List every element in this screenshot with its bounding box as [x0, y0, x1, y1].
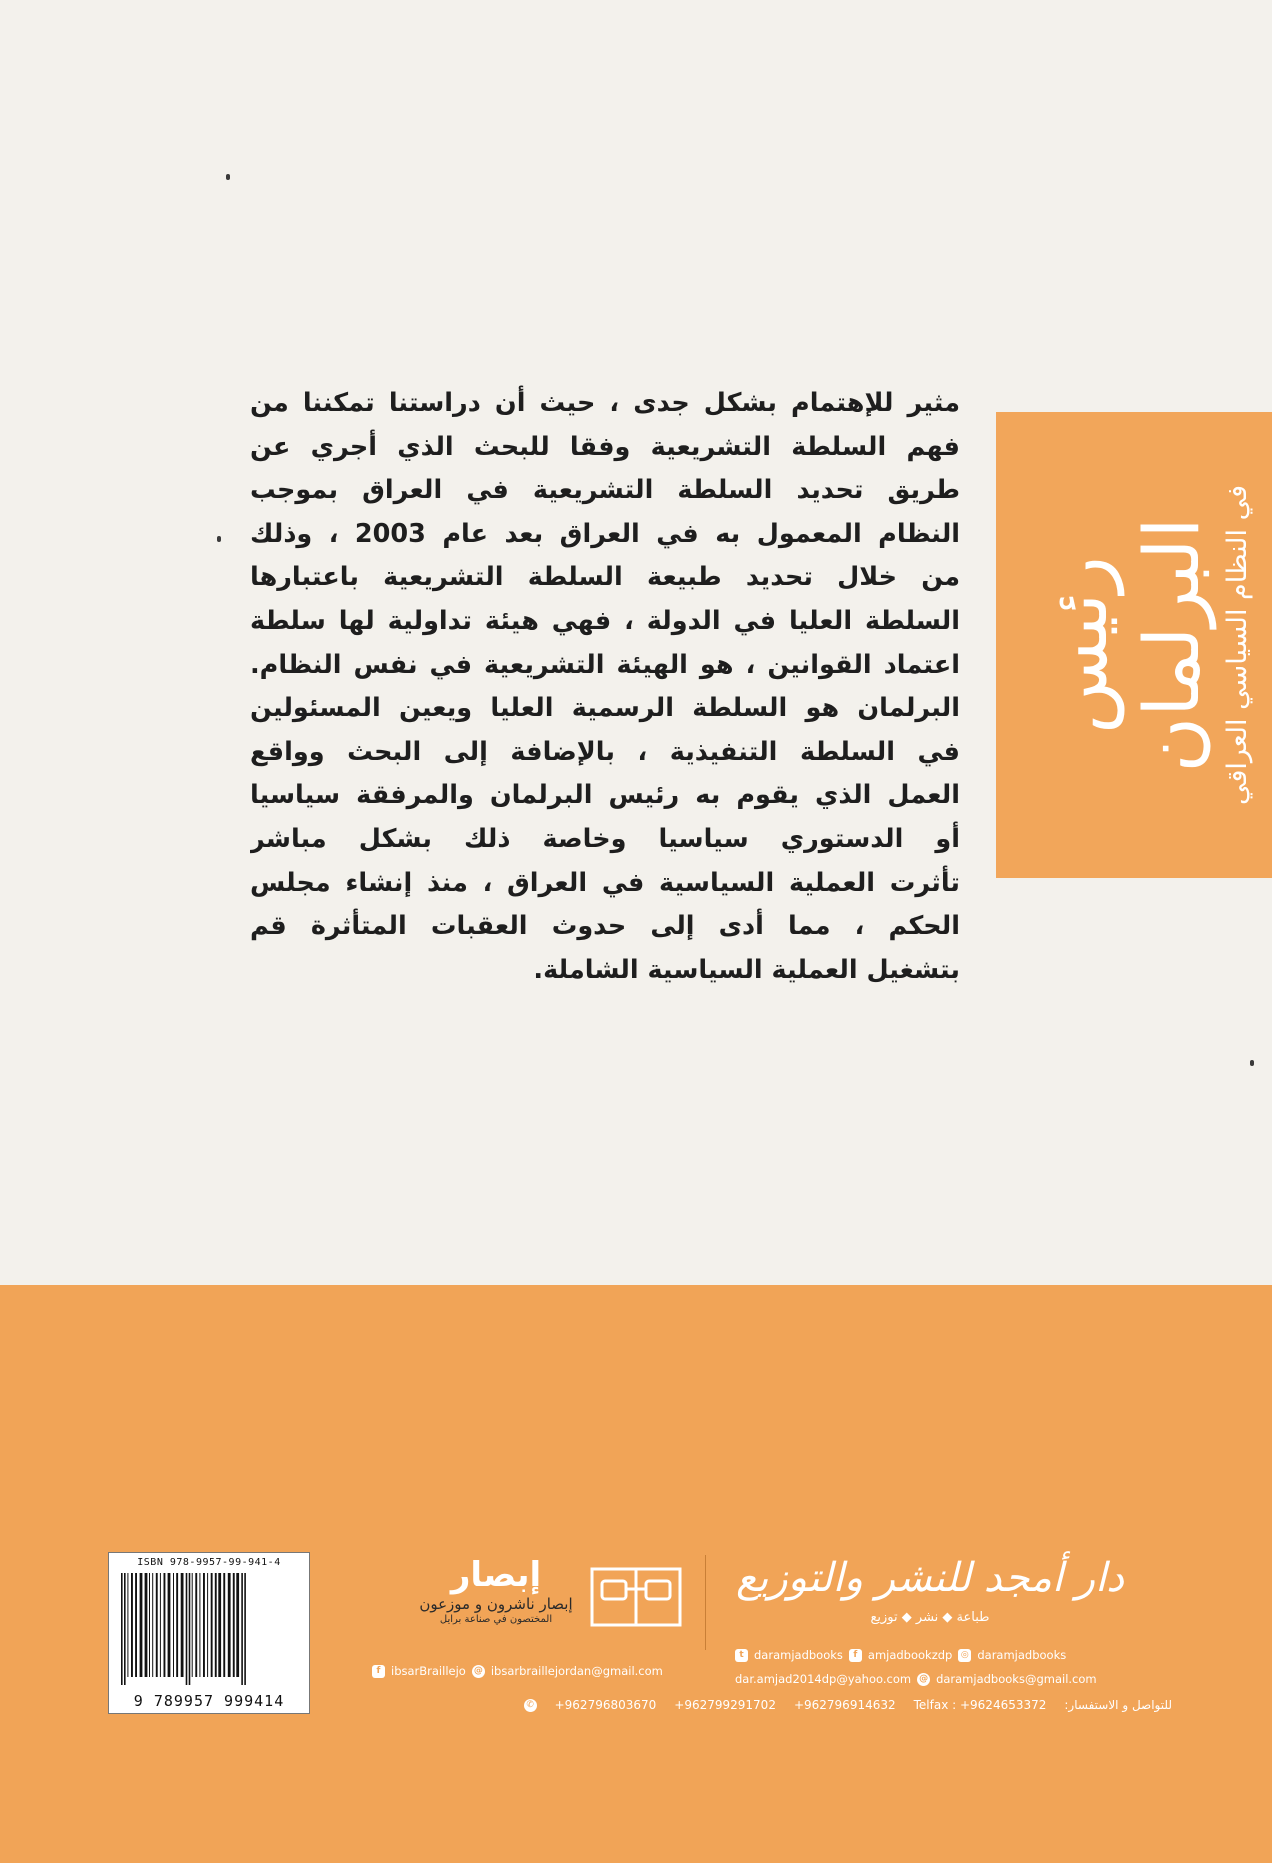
blurb-line: الحكم ، مما أدى إلى حدوث العقبات المتأثرة قم: [250, 911, 960, 942]
ibsar-contacts: [372, 1664, 663, 1678]
barcode-bar: [145, 1573, 148, 1677]
email-icon: @: [473, 1665, 483, 1676]
barcode-bar: [199, 1573, 200, 1677]
ibsar-name: إبصار ناشرون و موزعون: [419, 1595, 573, 1613]
barcode-bar: [195, 1573, 197, 1677]
barcode-bar: [121, 1573, 123, 1685]
blurb-line: النظام المعمول به في العراق بعد عام 2003 ، وذلك: [250, 518, 960, 549]
barcode-bar: [173, 1573, 174, 1677]
isbn-label: ISBN 978-9957-99-941-4: [137, 1557, 281, 1568]
barcode-bar: [207, 1573, 208, 1677]
ibsar-logo: [406, 1555, 586, 1627]
ibsar-email: ibsarbraillejordan@gmail.com: [490, 1664, 663, 1678]
blurb-line: البرلمان هو السلطة الرسمية العليا ويعين المسئولين: [250, 693, 960, 724]
amjad-gmail: daramjadbooks@gmail.com: [936, 1672, 1097, 1686]
barcode-bar: [149, 1573, 150, 1677]
paper-speck: [1250, 1060, 1254, 1066]
barcode-bar: [131, 1573, 133, 1677]
blurb-line: من خلال تحديد طبيعة السلطة التشريعية باعتبارها: [250, 562, 960, 593]
barcode-bar: [168, 1573, 171, 1677]
barcode-bar: [228, 1573, 231, 1677]
blurb-line: طريق تحديد السلطة التشريعية في العراق بموجب: [250, 475, 960, 506]
phone-3: +962796803670: [554, 1698, 657, 1712]
amjad-logo-name: دار أمجد للنشر والتوزيع: [735, 1555, 1125, 1601]
barcode-bar: [241, 1573, 243, 1685]
barcode-bar: [233, 1573, 235, 1677]
paper-speck: [217, 536, 221, 542]
barcode-bar: [140, 1573, 143, 1677]
facebook-icon: f: [372, 1665, 385, 1678]
phones-row: [372, 1698, 1172, 1712]
publisher-divider: [705, 1555, 706, 1650]
barcode-bar: [164, 1573, 166, 1677]
barcode-bar: [160, 1573, 161, 1677]
open-book-icon: [588, 1563, 684, 1631]
barcode-bar: [152, 1573, 153, 1677]
barcode-bar: [203, 1573, 205, 1677]
barcode-bar: [218, 1573, 221, 1677]
amjad-emails: [735, 1672, 1097, 1686]
isbn-barcode: [108, 1552, 310, 1714]
barcode-bar: [189, 1573, 191, 1685]
blurb-line: السلطة العليا في الدولة ، فهي هيئة تداولية لها سلطة: [250, 605, 960, 636]
barcode-bar: [181, 1573, 184, 1677]
phone-1: +962796914632: [793, 1698, 896, 1712]
blurb-line: العمل الذي يقوم به رئيس البرلمان والمرفقة سياسيا: [250, 780, 960, 811]
facebook-icon: f: [849, 1649, 862, 1662]
amjad-facebook: amjadbookzdp: [867, 1648, 953, 1662]
blurb-line: في السلطة التنفيذية ، بالإضافة إلى البحث وواقع: [250, 736, 960, 767]
barcode-bar: [236, 1573, 239, 1677]
book-title: [1034, 425, 1253, 865]
amjad-social: [735, 1648, 1066, 1662]
ibsar-tagline: المختصون في صناعة برايل: [439, 1614, 553, 1625]
instagram-icon: ◎: [958, 1649, 971, 1662]
isbn-digits: 9 789957 999414: [133, 1692, 285, 1710]
blurb-line: بتشغيل العملية السياسية الشاملة.: [533, 954, 960, 985]
blurb-line: أو الدستوري سياسيا وخاصة ذلك بشكل مباشر: [250, 823, 960, 854]
amjad-instagram: daramjadbooks: [977, 1648, 1067, 1662]
blurb-line: مثير للإهتمام بشكل جدى ، حيث أن دراستنا تمكننا من: [250, 388, 960, 418]
blurb-line: فهم السلطة التشريعية وفقا للبحث الذي أجري عن: [250, 431, 960, 462]
barcode-bar: [135, 1573, 137, 1677]
blurb-paragraph: [250, 382, 960, 992]
twitter-icon: t: [735, 1649, 748, 1662]
barcode-bar: [211, 1573, 213, 1677]
barcode-bar: [124, 1573, 126, 1685]
contact-label: للتواصل و الاستفسار:: [1064, 1698, 1172, 1712]
ibsar-facebook: ibsarBraillejo: [391, 1664, 466, 1678]
phone-icon: ✆: [524, 1699, 537, 1712]
barcode-bar: [215, 1573, 217, 1677]
barcode-bar: [156, 1573, 158, 1677]
barcode-bar: [244, 1573, 246, 1685]
blurb-line: اعتماد القوانين ، هو الهيئة التشريعية في نفس النظام.: [250, 649, 960, 680]
barcode-bars: [119, 1573, 299, 1685]
amjad-yahoo-email: dar.amjad2014dp@yahoo.com: [735, 1672, 912, 1686]
ibsar-logo-word: إبصار: [450, 1555, 542, 1595]
barcode-bar: [127, 1573, 128, 1677]
ibsar-publisher: [360, 1555, 690, 1655]
paper-speck: [226, 174, 230, 180]
barcode-bar: [186, 1573, 188, 1685]
telfax: Telfax : +9624653372: [913, 1698, 1047, 1712]
phone-2: +962799291702: [674, 1698, 776, 1712]
book-subtitle: في النظام السياسي العراقي: [1222, 485, 1253, 806]
barcode-bar: [192, 1573, 193, 1677]
blurb-line: تأثرت العملية السياسية في العراق ، منذ إنشاء مجلس: [250, 867, 960, 898]
book-title-main: رئيس البرلمان: [1035, 517, 1216, 773]
amjad-twitter: daramjadbooks: [754, 1648, 843, 1662]
email-icon: @: [919, 1673, 929, 1684]
barcode-bar: [223, 1573, 225, 1677]
barcode-bar: [176, 1573, 178, 1677]
amjad-tagline: طباعة ◆ نشر ◆ توزيع: [870, 1610, 990, 1625]
